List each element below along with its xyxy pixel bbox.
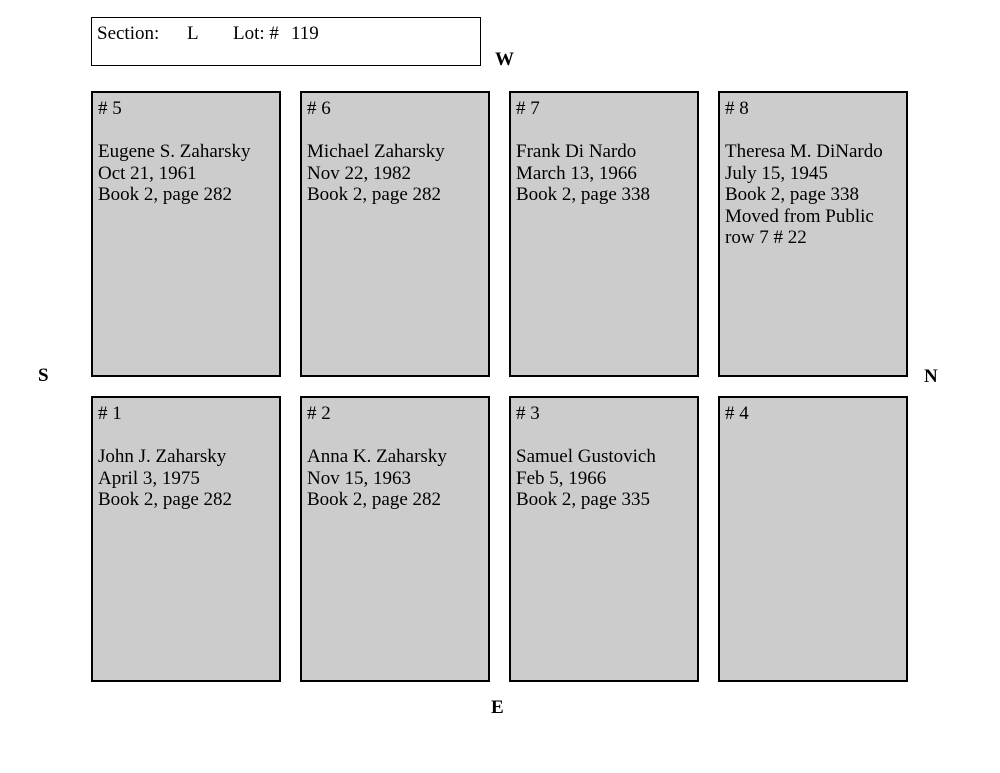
plot-book-ref: Book 2, page 282 xyxy=(98,489,233,510)
plot-date: April 3, 1975 xyxy=(98,467,200,489)
compass-north: N xyxy=(924,366,938,387)
lot-value: 119 xyxy=(291,23,319,44)
plot-2 xyxy=(300,396,490,682)
plot-book-ref: Book 2, page 335 xyxy=(516,489,651,510)
plot-7 xyxy=(509,91,699,377)
plot-3 xyxy=(509,396,699,682)
plot-number: # 1 xyxy=(98,403,122,424)
plot-date: March 13, 1966 xyxy=(516,162,637,184)
plot-date: Nov 15, 1963 xyxy=(307,467,411,489)
plot-date: Nov 22, 1982 xyxy=(307,162,411,184)
plot-number: # 7 xyxy=(516,98,540,119)
plot-number: # 2 xyxy=(307,403,331,424)
plot-number: # 4 xyxy=(725,403,749,424)
plot-4 xyxy=(718,396,908,682)
plot-book-ref: Book 2, page 338 xyxy=(725,184,860,205)
plot-book-ref: Book 2, page 338 xyxy=(516,184,651,205)
plot-8 xyxy=(718,91,908,377)
lot-label: Lot: # xyxy=(233,23,279,44)
plot-name: Michael Zaharsky xyxy=(307,141,445,162)
plot-note: Moved from Public xyxy=(725,205,874,227)
plot-book-ref: Book 2, page 282 xyxy=(98,184,233,205)
plot-date: July 15, 1945 xyxy=(725,162,828,184)
plot-name: Anna K. Zaharsky xyxy=(307,446,447,467)
plot-number: # 3 xyxy=(516,403,540,424)
compass-south: S xyxy=(38,365,49,386)
plot-note: row 7 # 22 xyxy=(725,227,807,248)
plot-date: Feb 5, 1966 xyxy=(516,467,607,489)
plot-1 xyxy=(91,396,281,682)
plot-date: Oct 21, 1961 xyxy=(98,162,197,184)
plot-name: John J. Zaharsky xyxy=(98,446,227,467)
compass-west: W xyxy=(495,49,514,70)
section-lot-box xyxy=(91,17,481,66)
plot-name: Eugene S. Zaharsky xyxy=(98,141,251,162)
plot-6 xyxy=(300,91,490,377)
plot-book-ref: Book 2, page 282 xyxy=(307,489,442,510)
plot-number: # 6 xyxy=(307,98,331,119)
plot-number: # 8 xyxy=(725,98,749,119)
compass-east: E xyxy=(491,697,504,718)
plot-5 xyxy=(91,91,281,377)
plot-number: # 5 xyxy=(98,98,122,119)
plot-book-ref: Book 2, page 282 xyxy=(307,184,442,205)
plot-name: Theresa M. DiNardo xyxy=(725,141,883,162)
plot-name: Samuel Gustovich xyxy=(516,446,656,467)
section-label: Section: xyxy=(97,23,160,44)
plot-name: Frank Di Nardo xyxy=(516,141,637,162)
section-value: L xyxy=(187,23,199,44)
